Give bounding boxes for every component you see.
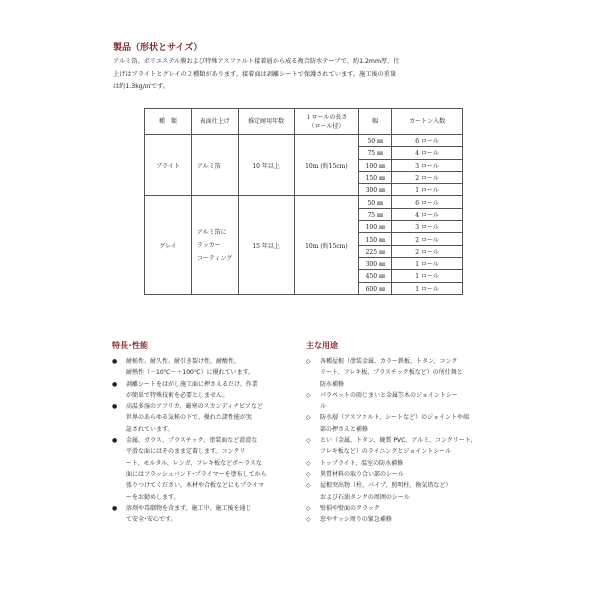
feature-text [126, 401, 300, 435]
spec-table [144, 108, 463, 295]
use-item [306, 356, 506, 390]
cell-width: 300 ㎜ [359, 184, 392, 196]
table-row [145, 196, 463, 208]
use-line: 各種屋根（塗装金属、カラー鉄板、トタン、コンク [320, 358, 458, 365]
cell-type: ブライト [145, 135, 192, 196]
header-width: 幅 [359, 109, 392, 135]
cell-width: 75 ㎜ [359, 147, 392, 159]
cell-width: 225 ㎜ [359, 245, 392, 257]
cell-count: 6 ロール [392, 135, 463, 147]
cell-count: 2 ロール [392, 245, 463, 257]
use-line: 防水補修 [320, 380, 345, 388]
bullet-icon: ● [112, 358, 118, 365]
table-header-row [145, 109, 463, 135]
feature-item [112, 401, 300, 435]
header-life: 推定耐用年数 [238, 109, 294, 135]
use-line: 異質材料の取り合い部のシール [320, 470, 404, 478]
diamond-bullet-icon: ◇ [306, 459, 311, 467]
use-line: パラペットの雨じまいと金属笠木のジョイントシー [320, 391, 458, 399]
cell-type: グレイ [145, 196, 192, 294]
feature-line: 耐候性、耐久性、耐引き裂け性、耐酸性、 [126, 358, 241, 365]
table-row [145, 135, 463, 147]
feature-text [126, 503, 300, 526]
feature-line: 剥離シートをはがし施工面に押さえるだけ、作業 [126, 380, 258, 388]
cell-width: 100 ㎜ [359, 159, 392, 171]
cell-count: 3 ロール [392, 221, 463, 233]
cell-count: 2 ロール [392, 171, 463, 183]
diamond-bullet-icon: ◇ [306, 358, 311, 365]
cell-width: 150 ㎜ [359, 233, 392, 245]
cell-finish: アルミ箔に ラッカー コーティング [191, 196, 238, 294]
product-intro [113, 56, 493, 94]
feature-line: が簡単で特殊技術を必要としません。 [126, 391, 229, 399]
feature-line: 面にはフラッシュバンド･プライマーを塗布してから [126, 470, 267, 478]
feature-line: 高温多湿のアフリカ、厳寒のスカンディナビアなど [126, 403, 263, 411]
use-item [306, 514, 506, 525]
cell-life: 10 年以上 [238, 135, 294, 196]
cell-count: 1 ロール [392, 270, 463, 282]
cell-life: 15 年以上 [238, 196, 294, 294]
cell-width: 300 ㎜ [359, 257, 392, 269]
cell-count: 1 ロール [392, 257, 463, 269]
diamond-bullet-icon: ◇ [306, 437, 311, 445]
diamond-bullet-icon: ◇ [306, 470, 311, 478]
feature-text [126, 356, 300, 379]
use-text [320, 480, 506, 503]
use-item [306, 412, 506, 435]
intro-line: 上げはブライトとグレイの２種類があります。接着面は剥離シートで保護されています。施工後の重量 [113, 70, 397, 78]
feature-line: 平滑な面にはそのまま定着します。コンクリ [126, 448, 246, 456]
feature-item [112, 356, 300, 379]
diamond-bullet-icon: ◇ [306, 414, 311, 422]
cell-width: 150 ㎜ [359, 171, 392, 183]
feature-line: ーをお勧めします。 [126, 493, 180, 501]
feature-line: 金属、ガラス、プラスチック、塗装面など滑滑な [126, 437, 258, 445]
feature-item [112, 435, 300, 503]
use-line: および石油タンクの周囲のシール [320, 493, 410, 501]
use-item [306, 458, 506, 469]
features-list [112, 356, 300, 525]
features-title: 特長･性能 [112, 341, 148, 350]
feature-line: 世界のあらゆる気候の下で、優れた諸性能が実 [126, 414, 252, 422]
cell-count: 4 ロール [392, 208, 463, 220]
cell-count: 3 ロール [392, 159, 463, 171]
use-line: 屋根突出物（柱、パイプ、照明柱、換気塔など） [320, 482, 452, 490]
cell-width: 50 ㎜ [359, 196, 392, 208]
cell-width: 450 ㎜ [359, 270, 392, 282]
use-line: ル [320, 403, 327, 411]
feature-item [112, 379, 300, 402]
feature-item [112, 503, 300, 526]
cell-width: 50 ㎜ [359, 135, 392, 147]
uses-list [306, 356, 506, 525]
use-text [320, 514, 506, 525]
diamond-bullet-icon: ◇ [306, 482, 311, 490]
cell-count: 1 ロール [392, 282, 463, 294]
header-length: １ロールの長さ （ロール径） [294, 109, 359, 135]
cell-length: 10m (約15cm) [294, 135, 359, 196]
use-item [306, 480, 506, 503]
feature-line: 張りつけてください。木材や合板などにもプライマ [126, 482, 264, 490]
use-item [306, 469, 506, 480]
feature-text [126, 379, 300, 402]
cell-width: 600 ㎜ [359, 282, 392, 294]
features-column [112, 340, 300, 525]
bullet-icon: ● [112, 403, 118, 411]
use-line: とい（金属、トタン、硬質 PVC、アルミ、コンクリート、 [320, 437, 477, 445]
feature-line: 証されています。 [126, 425, 174, 433]
product-section-title: 製品（形状とサイズ） [113, 43, 203, 53]
bullet-icon: ● [112, 504, 118, 512]
uses-title: 主な用途 [306, 341, 338, 350]
use-text [320, 503, 506, 514]
uses-column [306, 340, 506, 525]
cell-count: 2 ロール [392, 233, 463, 245]
use-text [320, 412, 506, 435]
use-text [320, 435, 506, 458]
use-text [320, 469, 506, 480]
diamond-bullet-icon: ◇ [306, 504, 311, 512]
cell-length: 10m (約15cm) [294, 196, 359, 294]
intro-line: は約1.3kg/㎡です。 [113, 83, 170, 90]
use-item [306, 435, 506, 458]
diamond-bullet-icon: ◇ [306, 391, 311, 399]
use-item [306, 390, 506, 413]
feature-line: 耐熱性（－10℃～＋100℃）に優れています。 [126, 369, 255, 377]
intro-line: アルミ箔、ポリエステル膜および特殊アスファルト接着層から成る複合防水テープで、約1.2mm厚、仕 [113, 58, 400, 65]
use-item [306, 503, 506, 514]
cell-finish: アルミ箔 [191, 135, 238, 196]
cell-count: 6 ロール [392, 196, 463, 208]
header-type: 種 類 [145, 109, 192, 135]
use-line: フレキ板など）のライニングとジョイントシール [320, 448, 452, 456]
use-line: 壁損や壁面のクラック [320, 504, 380, 512]
feature-line: 溶剤や毒劇物を含まず、施工中、施工後を通じ [126, 504, 252, 512]
bullet-icon: ● [112, 380, 118, 388]
use-text [320, 390, 506, 413]
header-finish: 表面仕上げ [191, 109, 238, 135]
use-line: トップライト、温室の防水補修 [320, 459, 404, 467]
use-line: 部の押さえと補修 [320, 425, 369, 433]
cell-width: 100 ㎜ [359, 221, 392, 233]
feature-text [126, 435, 300, 503]
header-count: カートン入数 [392, 109, 463, 135]
use-line: 防水層（アスファルト、シートなど）のジョイントや端 [320, 414, 469, 422]
use-text [320, 356, 506, 390]
cell-width: 75 ㎜ [359, 208, 392, 220]
cell-count: 1 ロール [392, 184, 463, 196]
bullet-icon: ● [112, 437, 118, 445]
feature-line: ート、モルタル、レンガ、フレキ板などポーラスな [126, 459, 262, 467]
use-line: リート、フレキ板、プラスチック板など）の所仕舞と [320, 369, 463, 377]
use-line: 窓やサッシ周りの緊急補修 [320, 516, 392, 524]
diamond-bullet-icon: ◇ [306, 516, 311, 524]
use-text [320, 458, 506, 469]
feature-line: て安全･安心です。 [126, 516, 177, 524]
cell-count: 4 ロール [392, 147, 463, 159]
